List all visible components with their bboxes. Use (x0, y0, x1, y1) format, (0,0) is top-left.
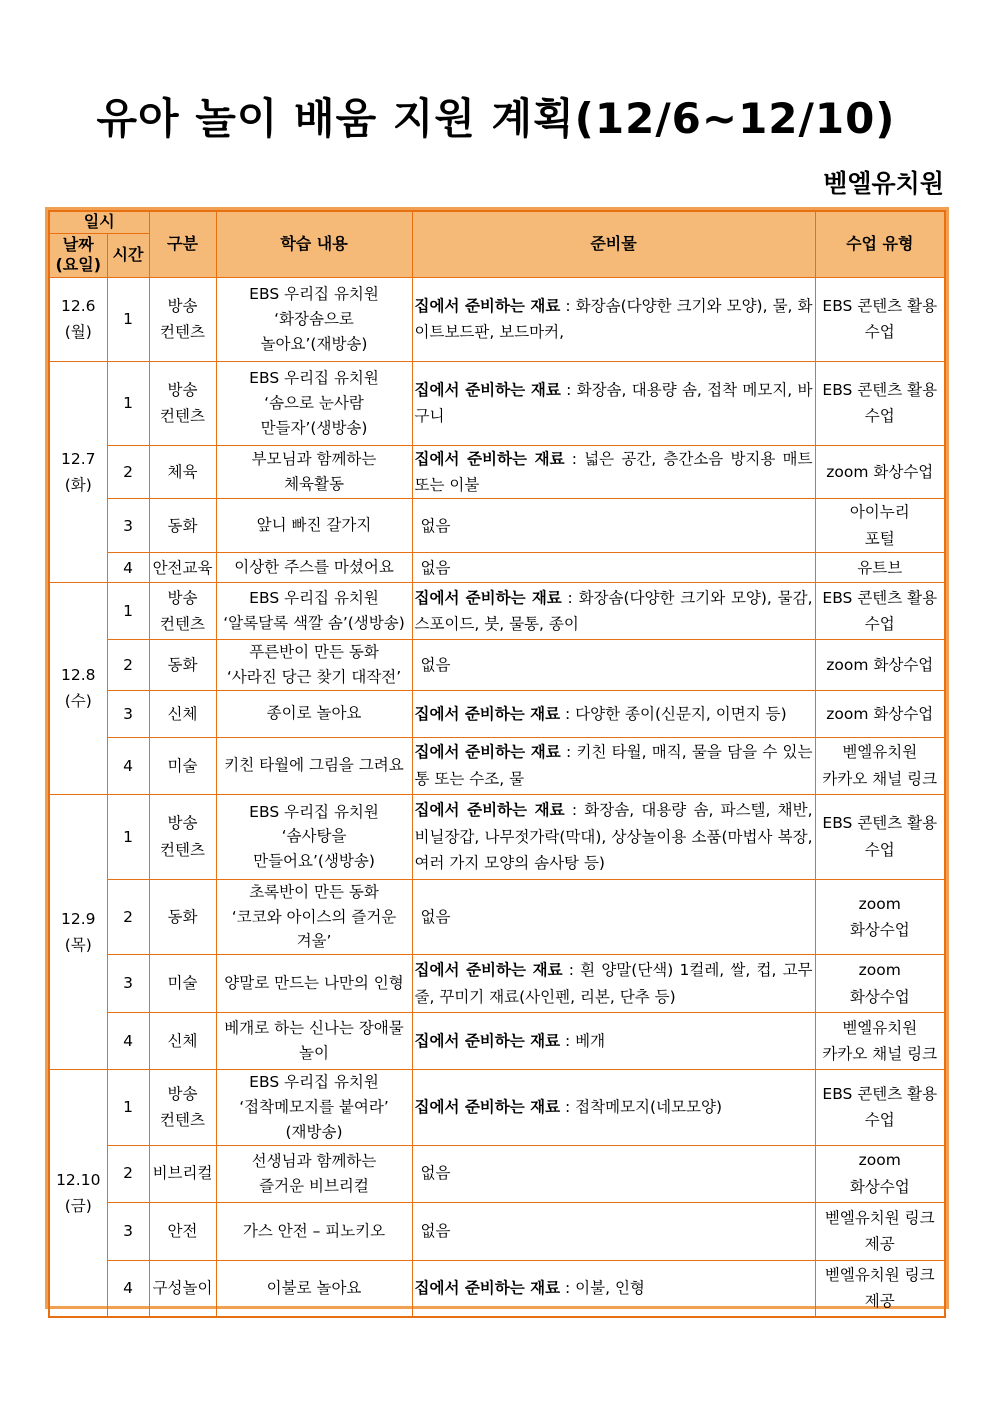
type-cell: zoom 화상수업 (815, 1145, 945, 1202)
material-label: 집에서 준비하는 재료 (414, 961, 563, 980)
header-time: 시간 (107, 233, 149, 277)
type-cell: 벧엘유치원 카카오 채널 링크 (815, 1013, 945, 1070)
table-row (49, 955, 945, 1013)
category-cell: 방송 컨텐츠 (149, 1070, 216, 1145)
category-cell: 신체 (149, 690, 216, 737)
material-text: 키친 타월, 매직, 물을 담을 수 있는 통 또는 수조, 물 (414, 743, 813, 788)
time-cell: 1 (107, 361, 149, 445)
category-cell: 동화 (149, 640, 216, 691)
category-cell: 미술 (149, 955, 216, 1013)
time-cell: 4 (107, 553, 149, 583)
type-cell: zoom 화상수업 (815, 879, 945, 954)
time-cell: 3 (107, 955, 149, 1013)
materials-cell (412, 499, 815, 553)
header-materials: 준비물 (412, 211, 815, 277)
table-row (49, 445, 945, 499)
content-cell: 이불로 놀아요 (216, 1260, 412, 1317)
type-cell: 벧엘유치원 링크 제공 (815, 1202, 945, 1260)
time-cell: 3 (107, 1202, 149, 1260)
type-cell: 벧엘유치원 링크 제공 (815, 1260, 945, 1317)
date-cell: 12.8 (수) (49, 583, 107, 795)
content-cell: 앞니 빠진 갈가지 (216, 499, 412, 553)
header-content: 학습 내용 (216, 211, 412, 277)
time-cell: 2 (107, 640, 149, 691)
date-cell: 12.7 (화) (49, 361, 107, 582)
school-name: 벧엘유치원 (823, 169, 944, 198)
time-cell: 4 (107, 1013, 149, 1070)
materials-cell (412, 879, 815, 954)
type-cell: zoom 화상수업 (815, 445, 945, 499)
type-cell: zoom 화상수업 (815, 955, 945, 1013)
content-cell: 베개로 하는 신나는 장애물 놀이 (216, 1013, 412, 1070)
content-cell: EBS 우리집 유치원 ‘화장솜으로 놀아요’(재방송) (216, 277, 412, 361)
table-row (49, 1202, 945, 1260)
table-row (49, 690, 945, 737)
category-cell: 미술 (149, 737, 216, 794)
material-text: 없음 (420, 516, 451, 535)
time-cell: 1 (107, 583, 149, 640)
type-cell: EBS 콘텐츠 활용 수업 (815, 1070, 945, 1145)
header-row (49, 211, 945, 233)
table-row (49, 277, 945, 361)
material-label: 집에서 준비하는 재료 (414, 380, 561, 399)
material-text: 화장솜(다양한 크기와 모양), 물, 화이트보드판, 보드마커, (414, 296, 813, 342)
materials-cell (412, 640, 815, 691)
content-cell: EBS 우리집 유치원 ‘솜으로 눈사람 만들자’(생방송) (216, 361, 412, 445)
category-cell: 동화 (149, 499, 216, 553)
materials-cell (412, 1145, 815, 1202)
category-cell: 신체 (149, 1013, 216, 1070)
plan-table (48, 210, 946, 1318)
materials-cell: 집에서 준비하는 재료 : 화장솜(다양한 크기와 모양), 물감, 스포이드, 붓, 물통, 종이 (412, 583, 815, 640)
materials-cell: 집에서 준비하는 재료 : 다양한 종이(신문지, 이면지 등) (412, 690, 815, 737)
materials-cell: 집에서 준비하는 재료 : 베개 (412, 1013, 815, 1070)
time-cell: 4 (107, 737, 149, 794)
material-label: 집에서 준비하는 재료 (414, 1279, 561, 1298)
materials-cell (412, 1202, 815, 1260)
materials-cell: 집에서 준비하는 재료 : 화장솜(다양한 크기와 모양), 물, 화이트보드판, 보드마커, (412, 277, 815, 361)
table-row (49, 879, 945, 954)
material-text: 없음 (420, 907, 451, 926)
category-cell: 체육 (149, 445, 216, 499)
material-text: 이불, 인형 (575, 1279, 645, 1298)
time-cell: 1 (107, 277, 149, 361)
material-text: 흰 양말(단색) 1컬레, 쌀, 컵, 고무줄, 꾸미기 재료(사인펜, 리본, 단추 등) (414, 961, 813, 1006)
category-cell: 방송 컨텐츠 (149, 794, 216, 879)
header-ilsi: 일시 (49, 211, 149, 233)
content-cell: 종이로 놀아요 (216, 690, 412, 737)
table-row (49, 1013, 945, 1070)
type-cell: EBS 콘텐츠 활용 수업 (815, 361, 945, 445)
table-row (49, 553, 945, 583)
material-text: 화장솜(다양한 크기와 모양), 물감, 스포이드, 붓, 물통, 종이 (414, 588, 813, 634)
material-text: 화장솜, 대용량 솜, 접착 메모지, 바구니 (414, 380, 813, 426)
content-cell: 푸른반이 만든 동화 ‘사라진 당근 찾기 대작전’ (216, 640, 412, 691)
category-cell: 동화 (149, 879, 216, 954)
time-cell: 3 (107, 690, 149, 737)
type-cell: EBS 콘텐츠 활용 수업 (815, 277, 945, 361)
material-text: 없음 (420, 558, 451, 577)
materials-cell: 집에서 준비하는 재료 : 이불, 인형 (412, 1260, 815, 1317)
date-cell: 12.9 (목) (49, 794, 107, 1069)
materials-cell: 집에서 준비하는 재료 : 화장솜, 대용량 솜, 접착 메모지, 바구니 (412, 361, 815, 445)
table-row (49, 737, 945, 794)
content-cell: 키친 타월에 그림을 그려요 (216, 737, 412, 794)
category-cell: 방송 컨텐츠 (149, 361, 216, 445)
time-cell: 1 (107, 794, 149, 879)
material-text: 화장솜, 대용량 솜, 파스텔, 채반, 비닐장갑, 나무젓가락(막대), 상상놀이용 소품(마법사 복장, 여러 가지 모양의 솜사탕 등) (414, 801, 813, 872)
material-text: 없음 (420, 1221, 451, 1240)
table-row (49, 583, 945, 640)
type-cell: zoom 화상수업 (815, 690, 945, 737)
content-cell: 가스 안전 – 피노키오 (216, 1202, 412, 1260)
content-cell: 초록반이 만든 동화 ‘코코와 아이스의 즐거운 겨울’ (216, 879, 412, 954)
type-cell: 유트브 (815, 553, 945, 583)
material-label: 집에서 준비하는 재료 (414, 743, 561, 762)
header-type: 수업 유형 (815, 211, 945, 277)
material-text: 베개 (575, 1031, 606, 1050)
material-label: 집에서 준비하는 재료 (414, 449, 565, 468)
materials-cell: 집에서 준비하는 재료 : 흰 양말(단색) 1컬레, 쌀, 컵, 고무줄, 꾸미기 재료(사인펜, 리본, 단추 등) (412, 955, 815, 1013)
table-row (49, 361, 945, 445)
type-cell: 벧엘유치원 카카오 채널 링크 (815, 737, 945, 794)
table-row (49, 640, 945, 691)
material-text: 없음 (420, 655, 451, 674)
category-cell: 비브리컬 (149, 1145, 216, 1202)
category-cell: 구성놀이 (149, 1260, 216, 1317)
material-text: 없음 (420, 1164, 451, 1183)
material-text: 넓은 공간, 층간소음 방지용 매트 또는 이불 (414, 449, 813, 495)
material-label: 집에서 준비하는 재료 (414, 296, 561, 315)
table-row (49, 1070, 945, 1145)
content-cell: 양말로 만드는 나만의 인형 (216, 955, 412, 1013)
table-row (49, 1260, 945, 1317)
table-row (49, 499, 945, 553)
material-label: 집에서 준비하는 재료 (414, 704, 561, 723)
header-category: 구분 (149, 211, 216, 277)
date-cell: 12.6 (월) (49, 277, 107, 361)
material-text: 다양한 종이(신문지, 이면지 등) (575, 704, 787, 723)
type-cell: EBS 콘텐츠 활용 수업 (815, 583, 945, 640)
type-cell: EBS 콘텐츠 활용 수업 (815, 794, 945, 879)
category-cell: 안전교육 (149, 553, 216, 583)
material-label: 집에서 준비하는 재료 (414, 1031, 561, 1050)
material-label: 집에서 준비하는 재료 (414, 1098, 561, 1117)
material-label: 집에서 준비하는 재료 (414, 588, 562, 607)
materials-cell: 집에서 준비하는 재료 : 접착메모지(네모모양) (412, 1070, 815, 1145)
material-label: 집에서 준비하는 재료 (414, 801, 565, 820)
time-cell: 3 (107, 499, 149, 553)
type-cell: zoom 화상수업 (815, 640, 945, 691)
content-cell: 부모님과 함께하는 체육활동 (216, 445, 412, 499)
materials-cell (412, 553, 815, 583)
category-cell: 안전 (149, 1202, 216, 1260)
content-cell: EBS 우리집 유치원 ‘알록달록 색깔 솜’(생방송) (216, 583, 412, 640)
time-cell: 4 (107, 1260, 149, 1317)
content-cell: EBS 우리집 유치원 ‘솜사탕을 만들어요’(생방송) (216, 794, 412, 879)
content-cell: EBS 우리집 유치원 ‘접착메모지를 붙여라’ (재방송) (216, 1070, 412, 1145)
table-row (49, 1145, 945, 1202)
material-text: 접착메모지(네모모양) (575, 1098, 723, 1117)
category-cell: 방송 컨텐츠 (149, 277, 216, 361)
materials-cell: 집에서 준비하는 재료 : 넓은 공간, 층간소음 방지용 매트 또는 이불 (412, 445, 815, 499)
table-row (49, 794, 945, 879)
category-cell: 방송 컨텐츠 (149, 583, 216, 640)
content-cell: 선생님과 함께하는 즐거운 비브리컬 (216, 1145, 412, 1202)
header-date: 날짜 (요일) (49, 233, 107, 277)
materials-cell: 집에서 준비하는 재료 : 키친 타월, 매직, 물을 담을 수 있는 통 또는 수조, 물 (412, 737, 815, 794)
time-cell: 2 (107, 445, 149, 499)
materials-cell: 집에서 준비하는 재료 : 화장솜, 대용량 솜, 파스텔, 채반, 비닐장갑, 나무젓가락(막대), 상상놀이용 소품(마법사 복장, 여러 가지 모양의 솜사탕 등) (412, 794, 815, 879)
content-cell: 이상한 주스를 마셨어요 (216, 553, 412, 583)
type-cell: 아이누리 포털 (815, 499, 945, 553)
date-cell: 12.10 (금) (49, 1070, 107, 1317)
time-cell: 1 (107, 1070, 149, 1145)
page-title: 유아 놀이 배움 지원 계획(12/6~12/10) (96, 94, 896, 143)
time-cell: 2 (107, 1145, 149, 1202)
time-cell: 2 (107, 879, 149, 954)
